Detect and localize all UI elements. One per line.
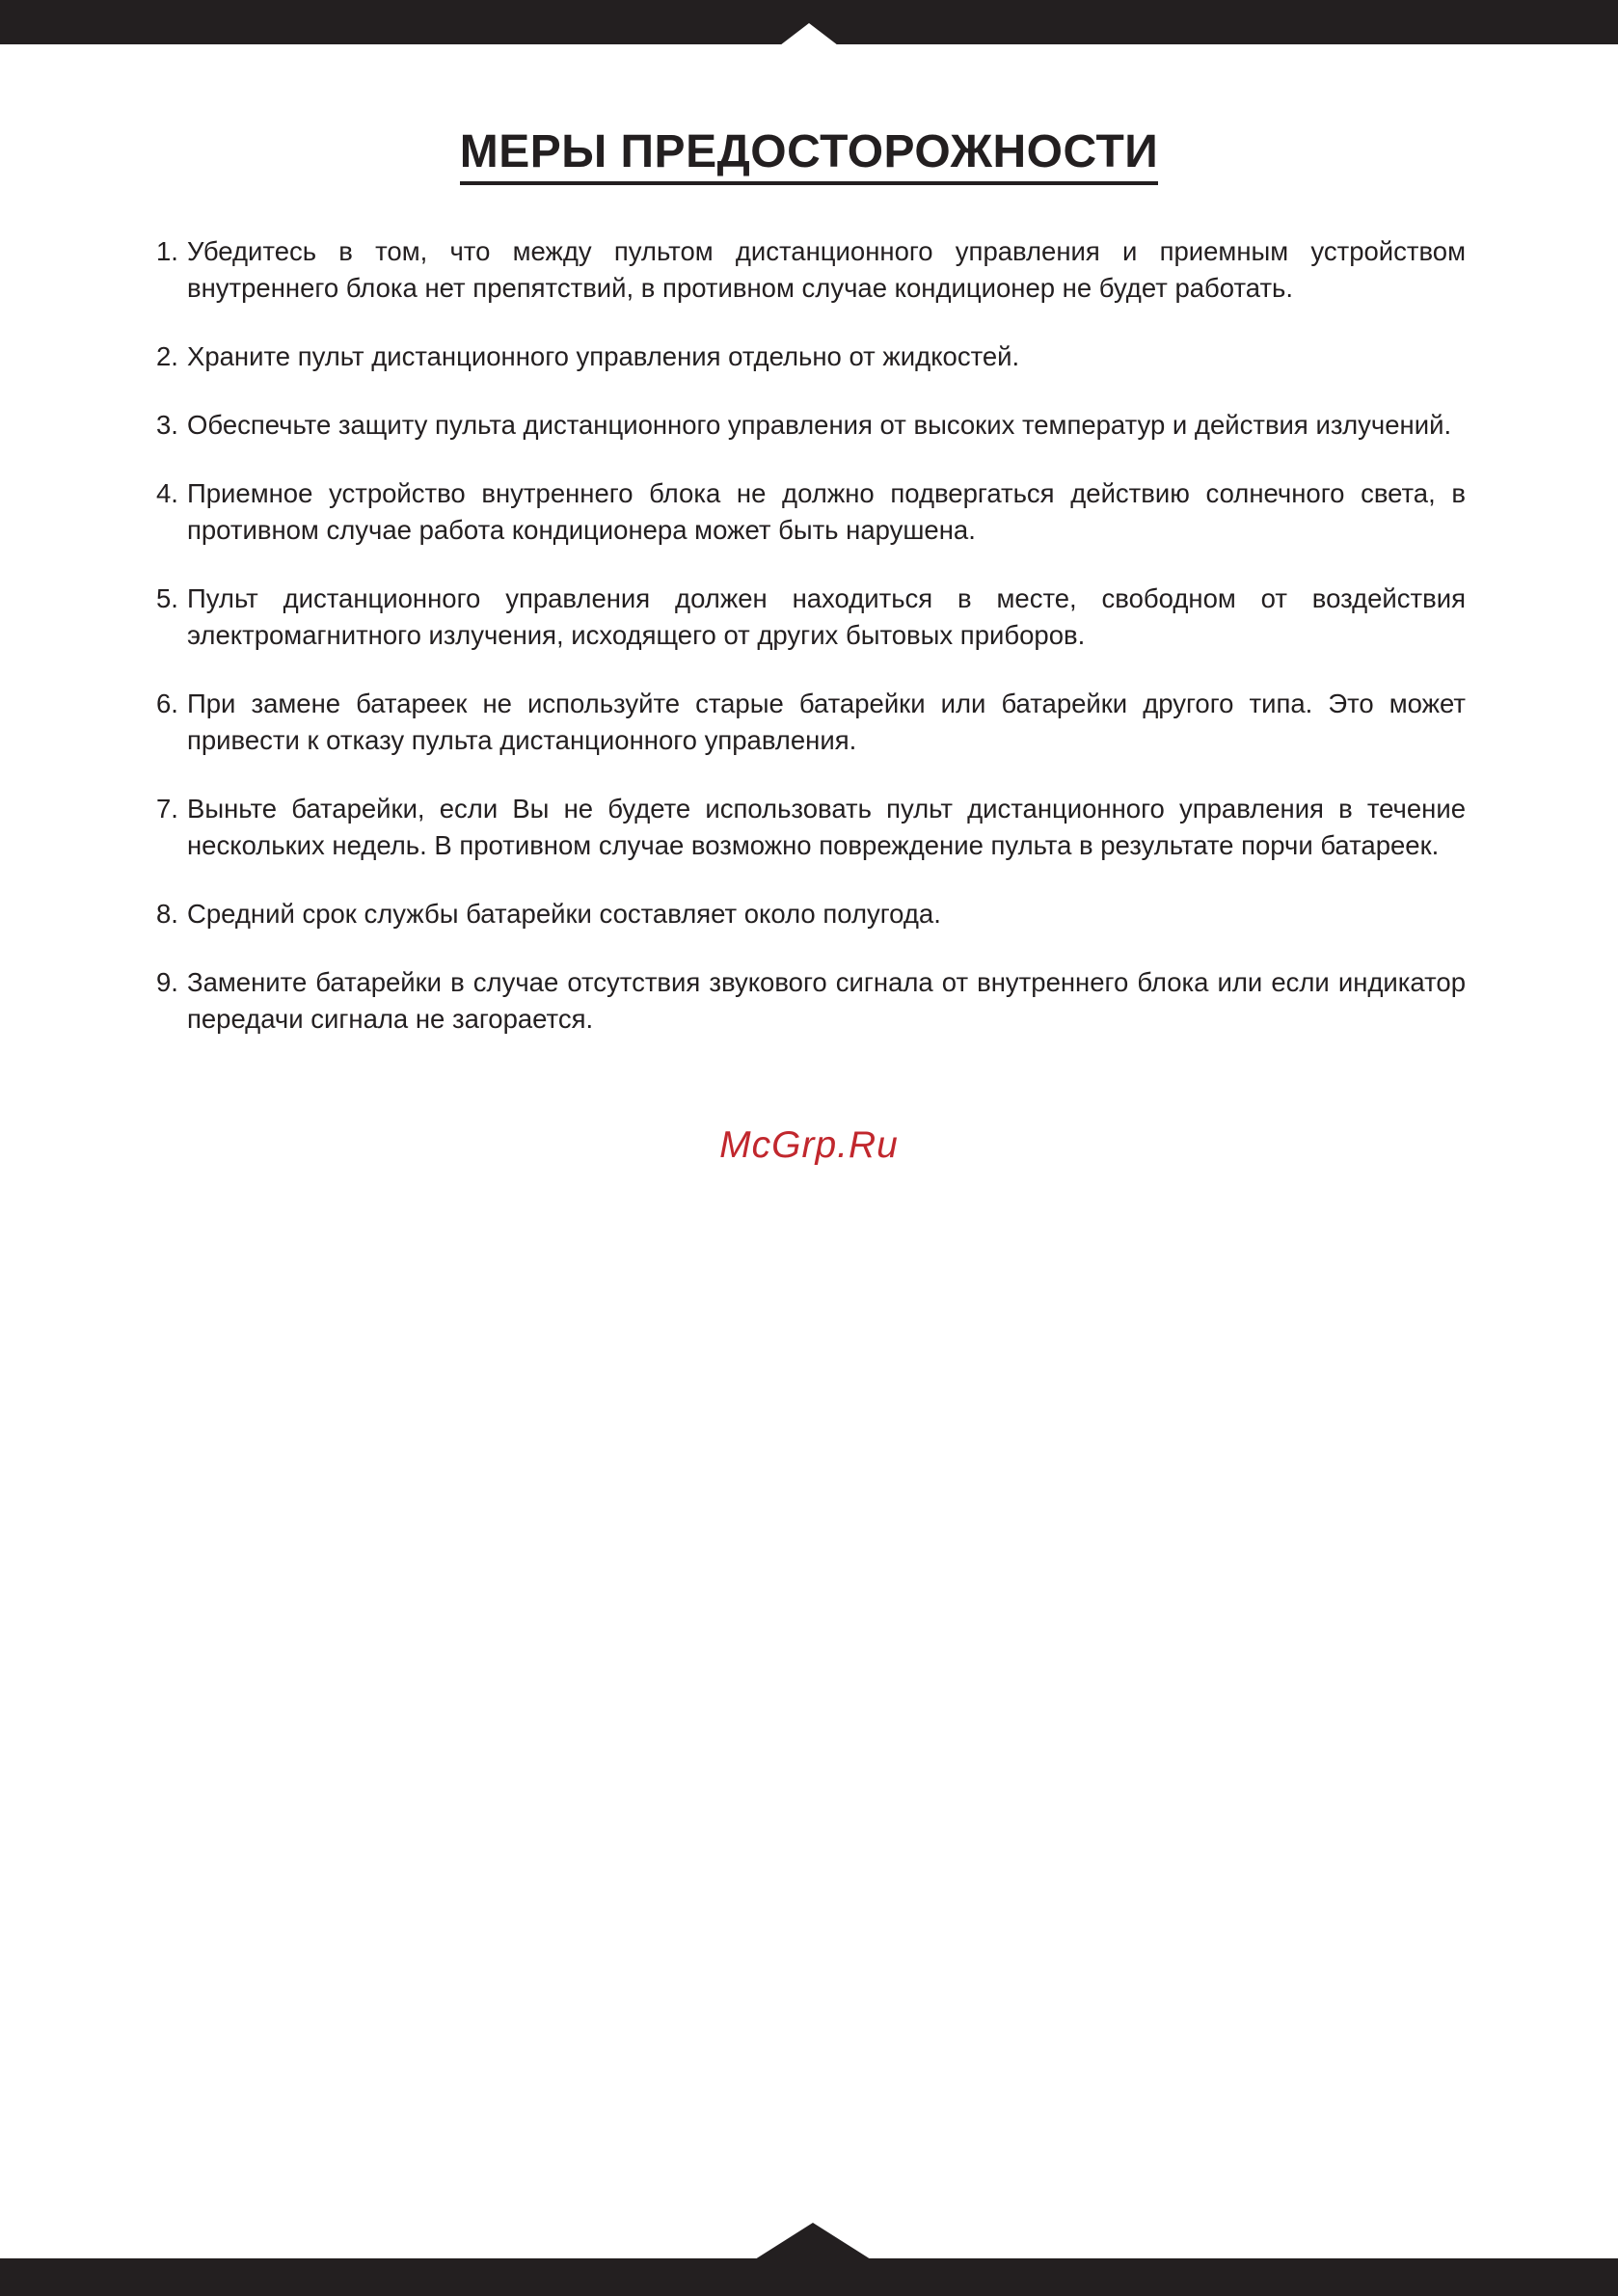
list-item (156, 581, 1466, 654)
item-text: Приемное устройство внутреннего блока не должно подвергаться действию солнечного света, в противном случае работа кондиционера может быть нарушена. (187, 478, 1466, 545)
item-number: 6. (156, 689, 178, 718)
top-bar-notch (780, 23, 838, 45)
page-title-container (0, 125, 1618, 185)
watermark: McGrp.Ru (719, 1124, 899, 1166)
item-text: Замените батарейки в случае отсутствия звукового сигнала от внутреннего блока или если индикатор передачи сигнала не загорается. (187, 967, 1466, 1034)
item-number: 4. (156, 478, 178, 508)
list-item (156, 964, 1466, 1038)
item-text: Обеспечьте защиту пульта дистанционного управления от высоких температур и действия излучений. (187, 410, 1452, 440)
bottom-bar-notch (755, 2223, 871, 2259)
item-text: Храните пульт дистанционного управления отдельно от жидкостей. (187, 341, 1020, 371)
list-item (156, 233, 1466, 307)
item-text: Пульт дистанционного управления должен находиться в месте, свободном от воздействия электромагнитного излучения, исходящего от других бытовых приборов. (187, 583, 1466, 650)
list-item (156, 791, 1466, 864)
list-item (156, 896, 1466, 932)
list-item (156, 686, 1466, 759)
item-text: При замене батареек не используйте старые батарейки или батарейки другого типа. Это может привести к отказу пульта дистанционного управления. (187, 689, 1466, 755)
page-title: МЕРЫ ПРЕДОСТОРОЖНОСТИ (460, 125, 1159, 185)
list-item (156, 475, 1466, 549)
item-text: Убедитесь в том, что между пультом дистанционного управления и приемным устройством внутреннего блока нет препятствий, в противном случае кондиционер не будет работать. (187, 236, 1466, 303)
item-number: 3. (156, 410, 178, 440)
item-number: 2. (156, 341, 178, 371)
precautions-list (156, 233, 1466, 1069)
item-number: 1. (156, 236, 178, 266)
item-number: 5. (156, 583, 178, 613)
item-number: 9. (156, 967, 178, 997)
bottom-decorative-bar (0, 2258, 1618, 2296)
item-text: Выньте батарейки, если Вы не будете использовать пульт дистанционного управления в течение нескольких недель. В противном случае возможно повреждение пульта в результате порчи батареек. (187, 794, 1466, 860)
list-item (156, 407, 1466, 444)
item-number: 8. (156, 899, 178, 929)
list-item (156, 338, 1466, 375)
item-number: 7. (156, 794, 178, 824)
item-text: Средний срок службы батарейки составляет около полугода. (187, 899, 941, 929)
